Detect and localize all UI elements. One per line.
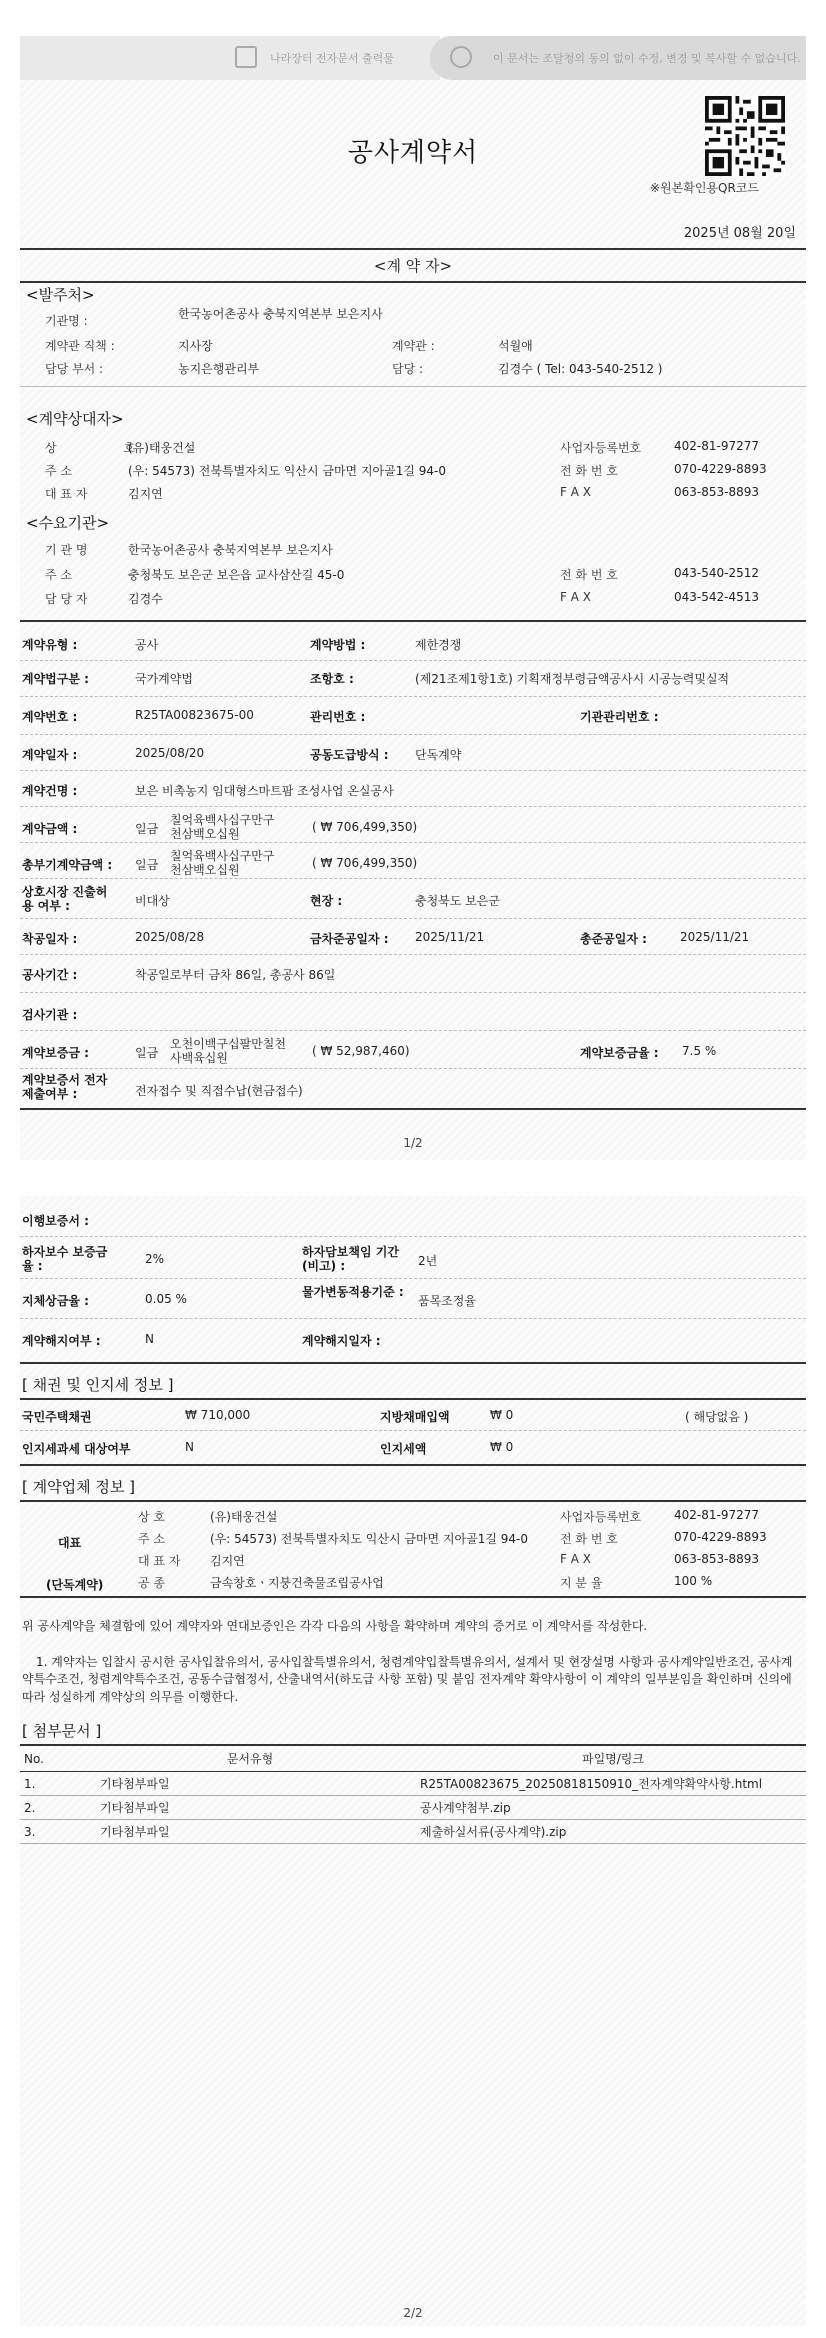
- qr-code-icon[interactable]: [705, 96, 785, 176]
- attach-file-link[interactable]: 공사계약첨부.zip: [420, 1796, 806, 1820]
- counterparty-fax-label: F A X: [560, 485, 591, 499]
- contract-date-value: 2025/08/20: [135, 746, 205, 760]
- bond-value: ₩ 710,000: [185, 1408, 251, 1422]
- company-rep-cell: 대표: [58, 1536, 82, 1550]
- divider: [20, 696, 806, 697]
- contract-submit-value: 전자접수 및 직접수납(현금접수): [135, 1084, 303, 1098]
- contract-goods-value: 비대상: [135, 894, 170, 908]
- company-ceo-value: 김지연: [210, 1554, 245, 1568]
- contract-deposit-rate-label: 계약보증금율 :: [580, 1046, 659, 1060]
- contract-page-1: [20, 36, 806, 1160]
- stamp-label: 인지세액: [380, 1442, 427, 1456]
- counterparty-addr-label: 주 소: [45, 464, 72, 478]
- col-file: 파일명/링크: [420, 1745, 806, 1772]
- contract-page-2: [20, 1196, 806, 2326]
- contract-inspect-label: 검사기관 :: [22, 1008, 78, 1022]
- attach-file-link[interactable]: R25TA00823675_20250818150910_전자계약확약사항.html: [420, 1772, 806, 1796]
- table-row: [20, 1796, 806, 1820]
- divider: [20, 992, 806, 993]
- company-biz-value: 402-81-97277: [674, 1508, 760, 1522]
- contract-final-end-value: 2025/11/21: [680, 930, 750, 944]
- contract-start-label: 착공일자 :: [22, 932, 78, 946]
- contract-date-label: 계약일자 :: [22, 748, 78, 762]
- contract-period-value: 착공일로부터 금차 86일, 총공사 86일: [135, 968, 336, 982]
- demand-mgr-value: 김경수: [128, 592, 163, 606]
- contract-type-label: 계약유형 :: [22, 638, 78, 652]
- divider: [20, 734, 806, 735]
- contract-class-label: 계약법구분 :: [22, 672, 89, 686]
- divider: [20, 918, 806, 919]
- divider: [20, 1236, 806, 1237]
- contract-agency-mgmt-label: 기관관리번호 :: [580, 710, 659, 724]
- counterparty-tel-value: 070-4229-8893: [674, 462, 767, 476]
- divider: [20, 1030, 806, 1031]
- contract-name-value: 보은 비촉농지 임대형스마트팜 조성사업 온실공사: [135, 784, 394, 798]
- header-banner: [20, 36, 806, 80]
- orderer-manager-value: 김경수 ( Tel: 043-540-2512 ): [498, 362, 663, 376]
- attachments-table: [20, 1744, 806, 1844]
- contract-site-value: 충청북도 보은군: [415, 894, 500, 908]
- bond-heading: [ 채권 및 인지세 정보 ]: [22, 1376, 174, 1394]
- cancel-label: 계약해지여부 :: [22, 1334, 101, 1348]
- contract-deposit-prefix: 일금: [135, 1046, 159, 1060]
- company-single-cell: (단독계약): [46, 1578, 104, 1592]
- divider: [20, 1068, 806, 1069]
- contract-deposit-rate-value: 7.5 %: [682, 1044, 717, 1058]
- divider: [20, 878, 806, 879]
- company-kind-value: 금속창호ㆍ지붕건축물조립공사업: [210, 1576, 384, 1590]
- price-label: 물가변동적용기준 :: [302, 1285, 404, 1299]
- contract-name-label: 계약건명 :: [22, 784, 78, 798]
- divider: [20, 842, 806, 843]
- company-name-value: (유)태웅건설: [210, 1510, 278, 1524]
- counterparty-rep-value: 김지연: [128, 487, 163, 501]
- demand-mgr-label: 담 당 자: [45, 592, 88, 606]
- divider: [20, 1398, 806, 1400]
- orderer-agency-label: 기관명 :: [45, 314, 88, 328]
- company-kind-label: 공 종: [138, 1576, 165, 1590]
- counterparty-heading: <계약상대자>: [26, 410, 124, 428]
- contract-submit-label: 계약보증서 전자제출여부 :: [22, 1073, 108, 1101]
- company-addr-label: 주 소: [138, 1532, 165, 1546]
- table-row: [20, 1820, 806, 1844]
- counterparty-biz-label: 사업자등록번호: [560, 441, 642, 455]
- demand-addr-value: 충청북도 보은군 보은읍 교사삼산길 45-0: [128, 568, 345, 582]
- page-number: 2/2: [403, 2306, 423, 2320]
- demand-fax-label: F A X: [560, 590, 591, 604]
- divider: [20, 806, 806, 807]
- attach-heading: [ 첨부문서 ]: [22, 1722, 102, 1740]
- orderer-officer-value: 석월애: [498, 339, 533, 353]
- orderer-dept-value: 농지은행관리부: [178, 362, 260, 376]
- divider: [20, 1318, 806, 1319]
- counterparty-name-label: 상 호: [45, 441, 135, 455]
- page-title: 공사계약서: [347, 138, 479, 168]
- demand-org-label: 기 관 명: [45, 543, 88, 557]
- demand-fax-value: 043-542-4513: [674, 590, 760, 604]
- contractor-heading: <계 약 자>: [20, 248, 806, 283]
- printer-icon: [450, 46, 472, 68]
- contract-amount-prefix: 일금: [135, 822, 159, 836]
- company-ceo-label: 대 표 자: [138, 1554, 181, 1568]
- counterparty-addr-value: (우: 54573) 전북특별자치도 익산시 금마면 지아골1길 94-0: [128, 464, 446, 478]
- attach-type: 기타첨부파일: [80, 1820, 420, 1844]
- counterparty-name-value: (유)태웅건설: [128, 441, 196, 455]
- contract-total-prefix: 일금: [135, 858, 159, 872]
- company-biz-label: 사업자등록번호: [560, 1510, 642, 1524]
- contract-deposit-number: ( ₩ 52,987,460): [312, 1044, 410, 1058]
- contract-amount-label: 계약금액 :: [22, 822, 78, 836]
- warranty-value: 2년: [418, 1254, 438, 1268]
- bond-label: 국민주택채권: [22, 1410, 92, 1424]
- col-no: No.: [20, 1745, 80, 1772]
- divider: [20, 620, 806, 622]
- table-row: [20, 1772, 806, 1796]
- divider: [20, 1464, 806, 1466]
- document-copy-icon: [235, 46, 257, 68]
- divider: [20, 954, 806, 955]
- contract-clause-value: (제21조제1항1호) 기획재정부령금액공사시 시공능력및실적: [415, 672, 730, 686]
- local-bond-value: ₩ 0: [490, 1408, 514, 1422]
- divider: [20, 1362, 806, 1364]
- counterparty-tel-label: 전 화 번 호: [560, 464, 618, 478]
- company-tel-label: 전 화 번 호: [560, 1532, 618, 1546]
- cancel-value: N: [145, 1332, 154, 1346]
- contract-amount-number: ( ₩ 706,499,350): [312, 820, 418, 834]
- orderer-officer-label: 계약관 :: [392, 339, 435, 353]
- stamp-target-value: N: [185, 1440, 194, 1454]
- company-tel-value: 070-4229-8893: [674, 1530, 767, 1544]
- company-share-value: 100 %: [674, 1574, 713, 1588]
- page-number: 1/2: [403, 1136, 423, 1150]
- perf-label: 이행보증서 :: [22, 1214, 89, 1228]
- local-bond-label: 지방채매입액: [380, 1410, 450, 1424]
- contract-deposit-words: 오천이백구십팔만칠천사백육십원: [170, 1037, 286, 1065]
- contract-goods-label: 상호시장 진출허용 여부 :: [22, 885, 108, 913]
- divider: [20, 386, 806, 387]
- orderer-dept-label: 담당 부서 :: [45, 362, 104, 376]
- contract-final-end-label: 총준공일자 :: [580, 932, 647, 946]
- company-heading: [ 계약업체 정보 ]: [22, 1478, 135, 1496]
- contract-total-words: 칠억육백사십구만구천삼백오십원: [170, 849, 275, 877]
- demand-tel-label: 전 화 번 호: [560, 568, 618, 582]
- demand-heading: <수요기관>: [26, 514, 110, 532]
- col-type: 문서유형: [80, 1745, 420, 1772]
- divider: [20, 1596, 806, 1598]
- contract-joint-label: 공동도급방식 :: [310, 748, 389, 762]
- contract-class-value: 국가계약법: [135, 672, 193, 686]
- contract-mgmt-label: 관리번호 :: [310, 710, 366, 724]
- divider: [20, 1500, 806, 1502]
- company-share-label: 지 분 율: [560, 1576, 603, 1590]
- delay-value: 0.05 %: [145, 1292, 187, 1306]
- banner-left-text: 나라장터 전자문서 출력물: [270, 52, 394, 65]
- attach-no: 2.: [20, 1796, 80, 1820]
- company-fax-value: 063-853-8893: [674, 1552, 760, 1566]
- banner-right-text: 이 문서는 조달청의 동의 없이 수정, 변경 및 복사할 수 없습니다.: [493, 52, 801, 65]
- contract-total-label: 총부기계약금액 :: [22, 858, 113, 872]
- contract-deposit-label: 계약보증금 :: [22, 1046, 89, 1060]
- orderer-manager-label: 담당 :: [392, 362, 424, 376]
- agreement-paragraph: 위 공사계약을 체결함에 있어 계약자와 연대보증인은 각각 다음의 사항을 확약하며 계약의 증거로 이 계약서를 작성한다.: [22, 1619, 648, 1633]
- orderer-officer-title-label: 계약관 직책 :: [45, 339, 115, 353]
- local-bond-note: ( 해당없음 ): [685, 1410, 749, 1424]
- contract-this-end-value: 2025/11/21: [415, 930, 485, 944]
- attach-no: 1.: [20, 1772, 80, 1796]
- contract-clause-label: 조항호 :: [310, 672, 354, 686]
- demand-tel-value: 043-540-2512: [674, 566, 760, 580]
- divider: [20, 770, 806, 771]
- orderer-agency-value: 한국농어촌공사 충북지역본부 보은지사: [178, 307, 383, 321]
- company-addr-value: (우: 54573) 전북특별자치도 익산시 금마면 지아골1길 94-0: [210, 1532, 528, 1546]
- contract-type-value: 공사: [135, 638, 159, 652]
- cancel-date-label: 계약해지일자 :: [302, 1334, 381, 1348]
- counterparty-biz-value: 402-81-97277: [674, 439, 760, 453]
- contract-start-value: 2025/08/28: [135, 930, 205, 944]
- attach-type: 기타첨부파일: [80, 1772, 420, 1796]
- demand-addr-label: 주 소: [45, 568, 72, 582]
- attach-no: 3.: [20, 1820, 80, 1844]
- agreement-clause-1: 1. 계약자는 입찰시 공시한 공사입찰유의서, 공사입찰특별유의서, 청렴계약입찰특별유의서, 설계서 및 현장설명 사항과 공사계약일반조건, 공사계약특수조건, 청렴계약특수조건, 공동수급협정서, 산출내역서(하도급 사항 포함) 및 붙임 전자계약 확약사항이 이 계약의 일부분임을 확인하며 신의에 따라 성실하게 계약상의 의무를 이행한다.: [22, 1655, 793, 1704]
- counterparty-rep-label: 대 표 자: [45, 487, 88, 501]
- contract-amount-words: 칠억육백사십구만구천삼백오십원: [170, 813, 275, 841]
- stamp-value: ₩ 0: [490, 1440, 514, 1454]
- demand-org-value: 한국농어촌공사 충북지역본부 보은지사: [128, 543, 333, 557]
- company-name-label: 상 호: [138, 1510, 165, 1524]
- price-value: 품목조정율: [418, 1294, 476, 1308]
- divider: [20, 1108, 806, 1110]
- divider: [20, 1278, 806, 1279]
- delay-label: 지체상금율 :: [22, 1294, 89, 1308]
- contract-joint-value: 단독계약: [415, 748, 462, 762]
- stamp-target-label: 인지세과세 대상여부: [22, 1442, 131, 1456]
- qr-label: ※원본확인용QR코드: [650, 181, 759, 195]
- attach-file-link[interactable]: 제출하실서류(공사계약).zip: [420, 1820, 806, 1844]
- contract-method-label: 계약방법 :: [310, 638, 366, 652]
- counterparty-fax-value: 063-853-8893: [674, 485, 760, 499]
- defect-label: 하자보수 보증금율 :: [22, 1245, 108, 1273]
- company-fax-label: F A X: [560, 1552, 591, 1566]
- contract-total-number: ( ₩ 706,499,350): [312, 856, 418, 870]
- attach-type: 기타첨부파일: [80, 1796, 420, 1820]
- warranty-label: 하자담보책임 기간(비고) :: [302, 1245, 399, 1273]
- divider: [20, 1430, 806, 1431]
- contract-method-value: 제한경쟁: [415, 638, 462, 652]
- contract-site-label: 현장 :: [310, 894, 343, 908]
- orderer-heading: <발주처>: [26, 286, 95, 304]
- divider: [20, 660, 806, 661]
- contract-this-end-label: 금차준공일자 :: [310, 932, 389, 946]
- orderer-officer-title-value: 지사장: [178, 339, 213, 353]
- contract-no-value: R25TA00823675-00: [135, 708, 254, 722]
- contract-no-label: 계약번호 :: [22, 710, 78, 724]
- contract-date: 2025년 08월 20일: [683, 226, 796, 241]
- contract-period-label: 공사기간 :: [22, 968, 78, 982]
- defect-value: 2%: [145, 1252, 165, 1266]
